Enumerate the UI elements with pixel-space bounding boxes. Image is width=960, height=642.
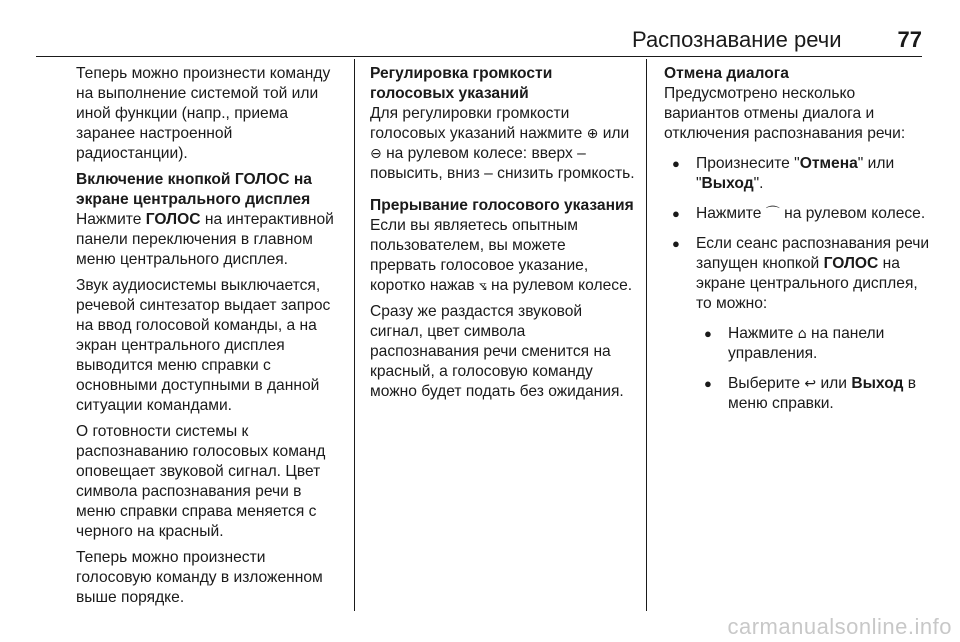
list-item: ● Если сеанс распознавания речи запущен кнопкой ГОЛОС на экране центрального дисплея, то можно: ● Нажмите ⌂ на панели управления. ● Выберите ↩ или Выход в меню справки. (664, 234, 930, 414)
paragraph: Звук аудиосистемы выключается, речевой синтезатор выдает запрос на ввод голосовой команды, а на экран центрального дисплея выводится меню справки с основными доступными в данной ситуации командами. (76, 277, 331, 414)
list-item: ● Нажмите ⌒ на рулевом колесе. (664, 204, 930, 224)
list-item: ● Нажмите ⌂ на панели управления. (696, 324, 930, 364)
sub-list (696, 324, 930, 414)
column-1 (76, 64, 342, 614)
paragraph: Если вы являетесь опытным пользователем, вы можете прервать голосовое указание, коротко нажав ⦪ на рулевом колесе. (370, 217, 633, 294)
home-icon: ⌂ (797, 326, 807, 342)
section-heading: Прерывание голосового указания (370, 197, 634, 214)
paragraph: Предусмотрено несколько вариантов отмены диалога и отключения распознавания речи: (664, 85, 906, 142)
column-3 (664, 64, 930, 414)
section-heading: Регулировка громкости голосовых указаний (370, 65, 553, 102)
voice-command-icon: ⦪ (478, 278, 487, 294)
page-number: 77 (897, 27, 922, 52)
section-heading: Отмена диалога (664, 65, 789, 82)
volume-up-icon: ⊕ (586, 126, 599, 142)
volume-down-icon: ⊖ (370, 146, 382, 162)
paragraph: Теперь можно произнести голосовую команду в изложенном выше порядке. (76, 549, 323, 606)
paragraph: Для регулировки громкости голосовых указаний нажмите ⊕ или ⊖ на рулевом колесе: вверх – повысить, вниз – снизить громкость. (370, 105, 635, 182)
cancel-options-list (664, 154, 930, 414)
column-divider-1 (354, 59, 355, 611)
paragraph: Нажмите ГОЛОС на интерактивной панели переключения в главном меню центрального дисплея. (76, 211, 334, 268)
end-call-icon: ⌒ (765, 206, 780, 222)
watermark: carmanualsonline.info (727, 614, 952, 639)
paragraph: О готовности системы к распознаванию голосовых команд оповещает звуковой сигнал. Цвет символа распознавания речи в меню справки справа меняется с черного на красный. (76, 423, 326, 540)
header-rule (36, 56, 922, 57)
section-heading: Включение кнопкой ГОЛОС на экране центрального дисплея (76, 171, 312, 208)
page-title: Распознавание речи (632, 27, 842, 52)
voice-key-label: ГОЛОС (145, 211, 201, 228)
column-2 (370, 64, 636, 408)
paragraph: Теперь можно произнести команду на выполнение системой той или иной функции (напр., приема заранее настроенной радиостанции). (76, 65, 331, 162)
list-item: ● Выберите ↩ или Выход в меню справки. (696, 374, 930, 414)
page-header (632, 28, 922, 52)
paragraph: Сразу же раздастся звуковой сигнал, цвет символа распознавания речи сменится на красный, а голосовую команду можно будет подать без ожидания. (370, 303, 624, 400)
back-icon: ↩ (804, 376, 817, 392)
list-item: ● Произнесите "Отмена" или "Выход". (664, 154, 930, 194)
column-divider-2 (646, 59, 647, 611)
